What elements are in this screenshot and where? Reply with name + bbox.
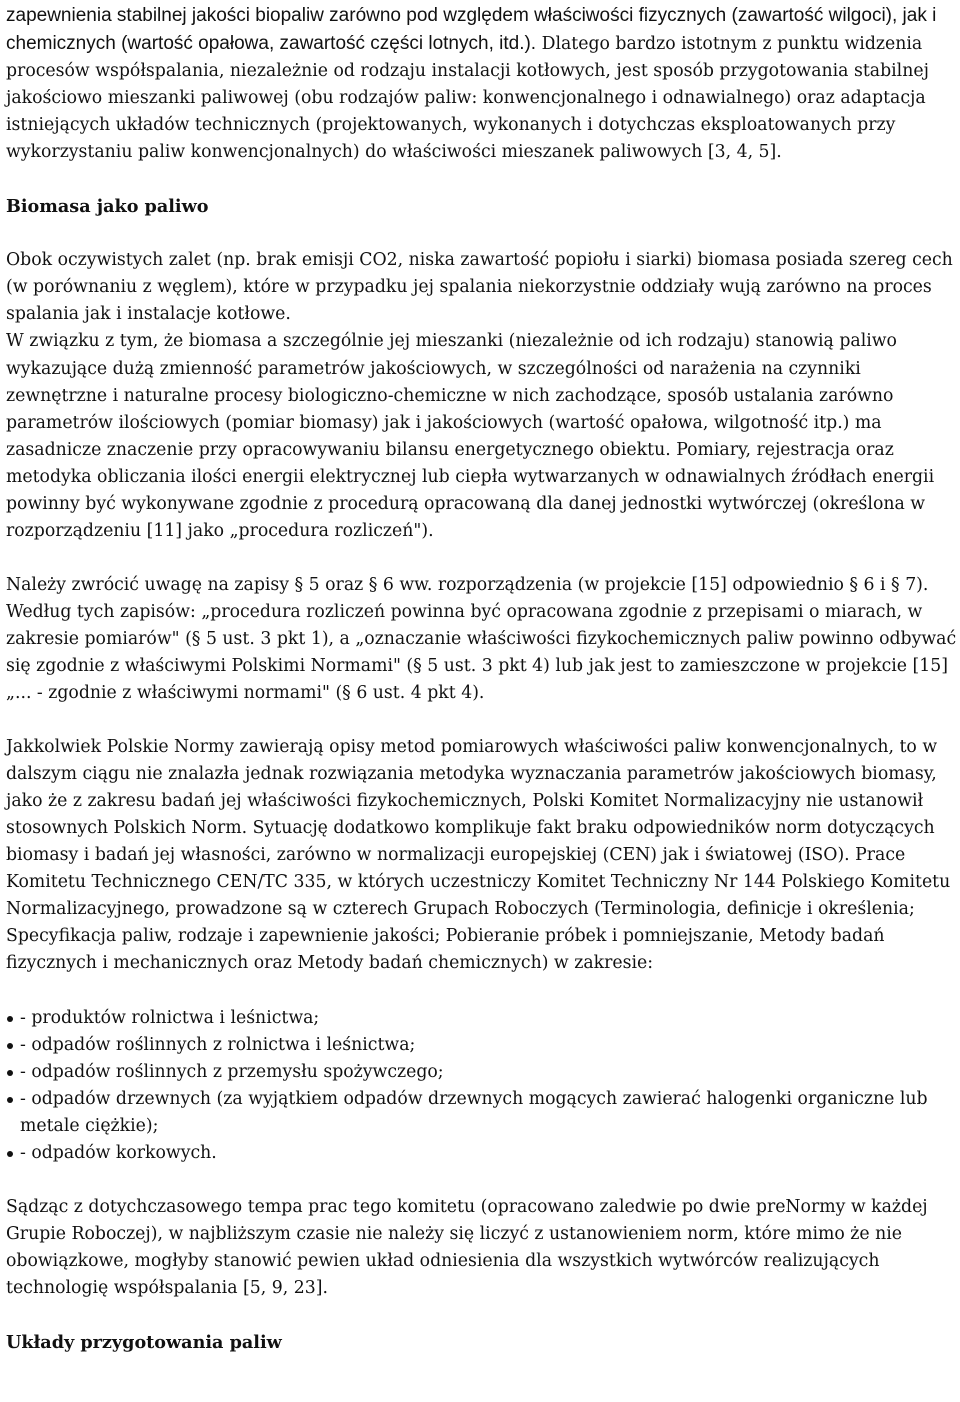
paragraph-normy: Jakkolwiek Polskie Normy zawierają opisy metod pomiarowych właściwości paliw konwencjonalnych, to w dalszym ciągu nie znalazła jednak rozwiązania metodyka wyznaczania parametrów jakościowych biomasy, jako że z zakresu badań jej właściwości fizykochemicznych, Polski Komitet Normalizacyjny nie ustanowił stosownych Polskich Norm. Sytuację dodatkowo komplikuje fakt braku odpowiedników norm dotyczących biomasy i badań jej własności, zarówno w normalizacji europejskiej (CEN) jak i światowej (ISO). Prace Komitetu Technicznego CEN/TC 335, w których uczestniczy Komitet Techniczny Nr 144 Polskiego Komitetu Normalizacyjnego, prowadzone są w czterech Grupach Roboczych (Terminologia, definicje i określenia; Specyfikacja paliw, rodzaje i zapewnienie jakości; Pobieranie próbek i pomniejszanie, Metody badań fizycznych i mechanicznych oraz Metody badań chemicznych) w zakresie: <box>6 737 951 974</box>
paragraph-tempo-prac: Sądząc z dotychczasowego tempa prac tego komitetu (opracowano zaledwie po dwie preNormy w każdej Grupie Roboczej), w najbliższym czasie nie należy się liczyć z ustanowieniem norm, które mimo że nie obowiązkowe, mogłyby stanowić pewien układ odniesienia dla wszystkich wytwórców realizujących technologię współspalania [5, 9, 23]. <box>6 1196 928 1298</box>
paragraph-zapisy: Należy zwrócić uwagę na zapisy § 5 oraz § 6 ww. rozporządzenia (w projekcie [15] odpowiednio § 6 i § 7). Według tych zapisów: „procedura rozliczeń powinna być opracowana zgodnie z przepisami o miarach, w zakresie pomiarów" (§ 5 ust. 3 pkt 1), a „oznaczanie właściwości fizykochemicznych paliw powinno odbywać się zgodnie z właściwymi Polskimi Normami" (§ 5 ust. 3 pkt 4) lub jak jest to zamieszczone w projekcie [15] „... - zgodnie z właściwymi normami" (§ 6 ust. 4 pkt 4). <box>6 574 957 704</box>
heading-biomasa: Biomasa jako paliwo <box>6 196 209 218</box>
document-page <box>6 2 958 1356</box>
list-item: - odpadów roślinnych z przemysłu spożywczego; <box>6 1059 958 1086</box>
intro-paragraph <box>6 2 958 166</box>
list-item: - odpadów roślinnych z rolnictwa i leśnictwa; <box>6 1032 958 1059</box>
paragraph-zmiennosc: W związku z tym, że biomasa a szczególnie jej mieszanki (niezależnie od ich rodzaju) stanowią paliwo wykazujące dużą zmienność parametrów jakościowych, w szczególności od narażenia na czynniki zewnętrzne i naturalne procesy biologiczno-chemiczne w nich zachodzące, sposób ustalania zarówno parametrów ilościowych (pomiar biomasy) jak i jakościowych (wartość opałowa, wilgotność itp.) ma zasadnicze znaczenie przy opracowywaniu bilansu energetycznego obiektu. Pomiary, rejestracja oraz metodyka obliczania ilości energii elektrycznej lub ciepła wytwarzanych w odnawialnych źródłach energii powinny być wykonywane zgodnie z procedurą opracowaną dla danej jednostki wytwórczej (określona w rozporządzeniu [11] jako „procedura rozliczeń"). <box>6 331 935 541</box>
intro-serif-text: Dlatego bardzo istotnym z punktu widzenia procesów współspalania, niezależnie od rodzaju instalacji kotłowych, jest sposób przygotowania stabilnej jakościowo mieszanki paliwowej (obu rodzajów paliw: konwencjonalnego i odnawialnego) oraz adaptacja istniejących układów technicznych (projektowanych, wykonanych i dotychczas eksploatowanych przy wykorzystaniu paliw konwencjonalnych) do właściwości mieszanek paliwowych [3, 4, 5]. <box>6 34 929 163</box>
list-item: - odpadów korkowych. <box>6 1140 958 1167</box>
scope-list <box>6 1005 958 1167</box>
list-item: - produktów rolnictwa i leśnictwa; <box>6 1005 958 1032</box>
paragraph-zalety: Obok oczywistych zalet (np. brak emisji CO2, niska zawartość popiołu i siarki) biomasa posiada szereg cech (w porównaniu z węglem), które w przypadku jej spalania niekorzystnie oddziały wują zarówno na proces spalania jak i instalacje kotłowe. <box>6 250 953 325</box>
heading-uklady: Układy przygotowania paliw <box>6 1331 282 1353</box>
list-item: - odpadów drzewnych (za wyjątkiem odpadów drzewnych mogących zawierać halogenki organiczne lub metale ciężkie); <box>6 1086 958 1140</box>
intro-sans-text: zapewnienia stabilnej jakości biopaliw zarówno pod względem właściwości fizycznych (zawartość wilgoci), jak i chemicznych (wartość opałowa, zawartość części lotnych, itd.). <box>6 5 937 55</box>
